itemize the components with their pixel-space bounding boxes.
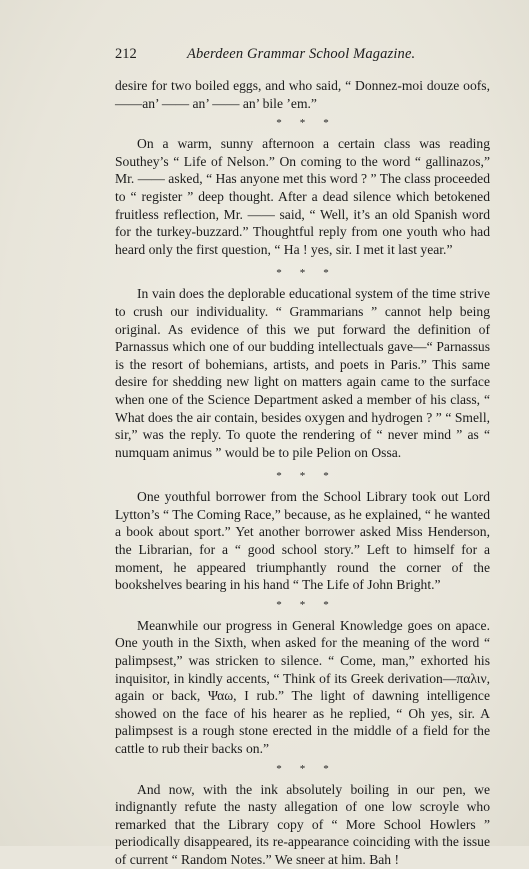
divider-asterisk: * (276, 598, 282, 611)
paragraph-random-notes: And now, with the ink absolutely boiling in our pen, we indignantly refute the nasty allegation of one low scroyle who remarked that the Library copy of “ More School Howlers ” periodically disappeared, its re-appearance coinciding with the issue of current “ Random Notes.” We sneer at him. Bah ! (115, 781, 490, 867)
divider-asterisk: * (299, 267, 306, 280)
paragraph-gallinazos: On a warm, sunny afternoon a certain class was reading Southey’s “ Life of Nelson.” On coming to the word “ gallinazos,” Mr. —— asked, “ Has anyone met this word ? ” The class proceeded to “ register ” deep thought. After a dead silence which betokened fruitless reflection, Mr. —— said, “ Well, it’s an old Spanish word for the turkey-buzzard.” Thoughtful reply from one youth who had heard only the first question, “ Ha ! yes, sir. I met it last year.” (115, 136, 490, 257)
paragraph-palimpsest: Meanwhile our progress in General Knowledge goes on apace. One youth in the Sixth, when asked for the meaning of the word “ palimpsest,” was stricken to silence. “ Come, man,” exhorted his inquisitor, in kindly accents, “ Think of its Greek derivation—παλιν, again or back, Ψαω, I rub.” The light of dawning intelligence showed on the face of his hearer as he replied, “ Oh yes, sir. A palimpsest is a rough stone erected in the middle of a field for the cattle to rub their backs on.” (115, 617, 490, 756)
running-title: Aberdeen Grammar School Magazine. (187, 46, 416, 62)
divider-asterisk: * (299, 117, 306, 130)
section-divider (115, 465, 490, 488)
section-divider (115, 758, 490, 781)
article-body (115, 77, 490, 869)
section-divider (115, 594, 490, 617)
paragraph-eggs: desire for two boiled eggs, and who said, “ Donnez-moi douze oofs, ——an’ —— an’ —— an’ bile ’em.” (115, 78, 490, 111)
divider-asterisk: * (276, 117, 282, 130)
paragraph-library-borrower: One youthful borrower from the School Library took out Lord Lytton’s “ The Coming Race,” because, as he explained, “ he wanted a book about sport.” Yet another borrower asked Miss Henderson, the Librarian, for a “ good school story.” Left to himself for a moment, he appeared triumphantly round the corner of the bookshelves bearing in his hand “ The Life of John Bright.” (115, 489, 490, 593)
page-number: 212 (115, 46, 137, 62)
page-header (115, 46, 490, 66)
divider-asterisk: * (323, 762, 329, 775)
section-divider (115, 112, 490, 135)
divider-asterisk: * (299, 598, 306, 611)
section-divider (115, 262, 490, 285)
divider-asterisk: * (276, 470, 282, 483)
paragraph-parnassus: In vain does the deplorable educational system of the time strive to crush our individuality. “ Grammarians ” cannot help being original. As evidence of this we put forward the definition of Parnassus which one of our budding intellectuals gave—“ Parnassus is the resort of bohemians, artists, and poets in Paris.” This same desire for shedding new light on matters again came to the surface when one of the Science Department asked a member of his class, “ What does the air contain, besides oxygen and hydrogen ? ” “ Smell, sir,” was the reply. To quote the rendering of “ never mind ” as “ numquam animus ” would be to pile Pelion on Ossa. (115, 286, 490, 460)
divider-asterisk: * (323, 117, 329, 130)
divider-asterisk: * (323, 470, 329, 483)
divider-asterisk: * (323, 267, 329, 280)
divider-asterisk: * (299, 470, 306, 483)
divider-asterisk: * (276, 267, 282, 280)
divider-asterisk: * (299, 762, 306, 775)
divider-asterisk: * (323, 598, 329, 611)
divider-asterisk: * (276, 762, 282, 775)
